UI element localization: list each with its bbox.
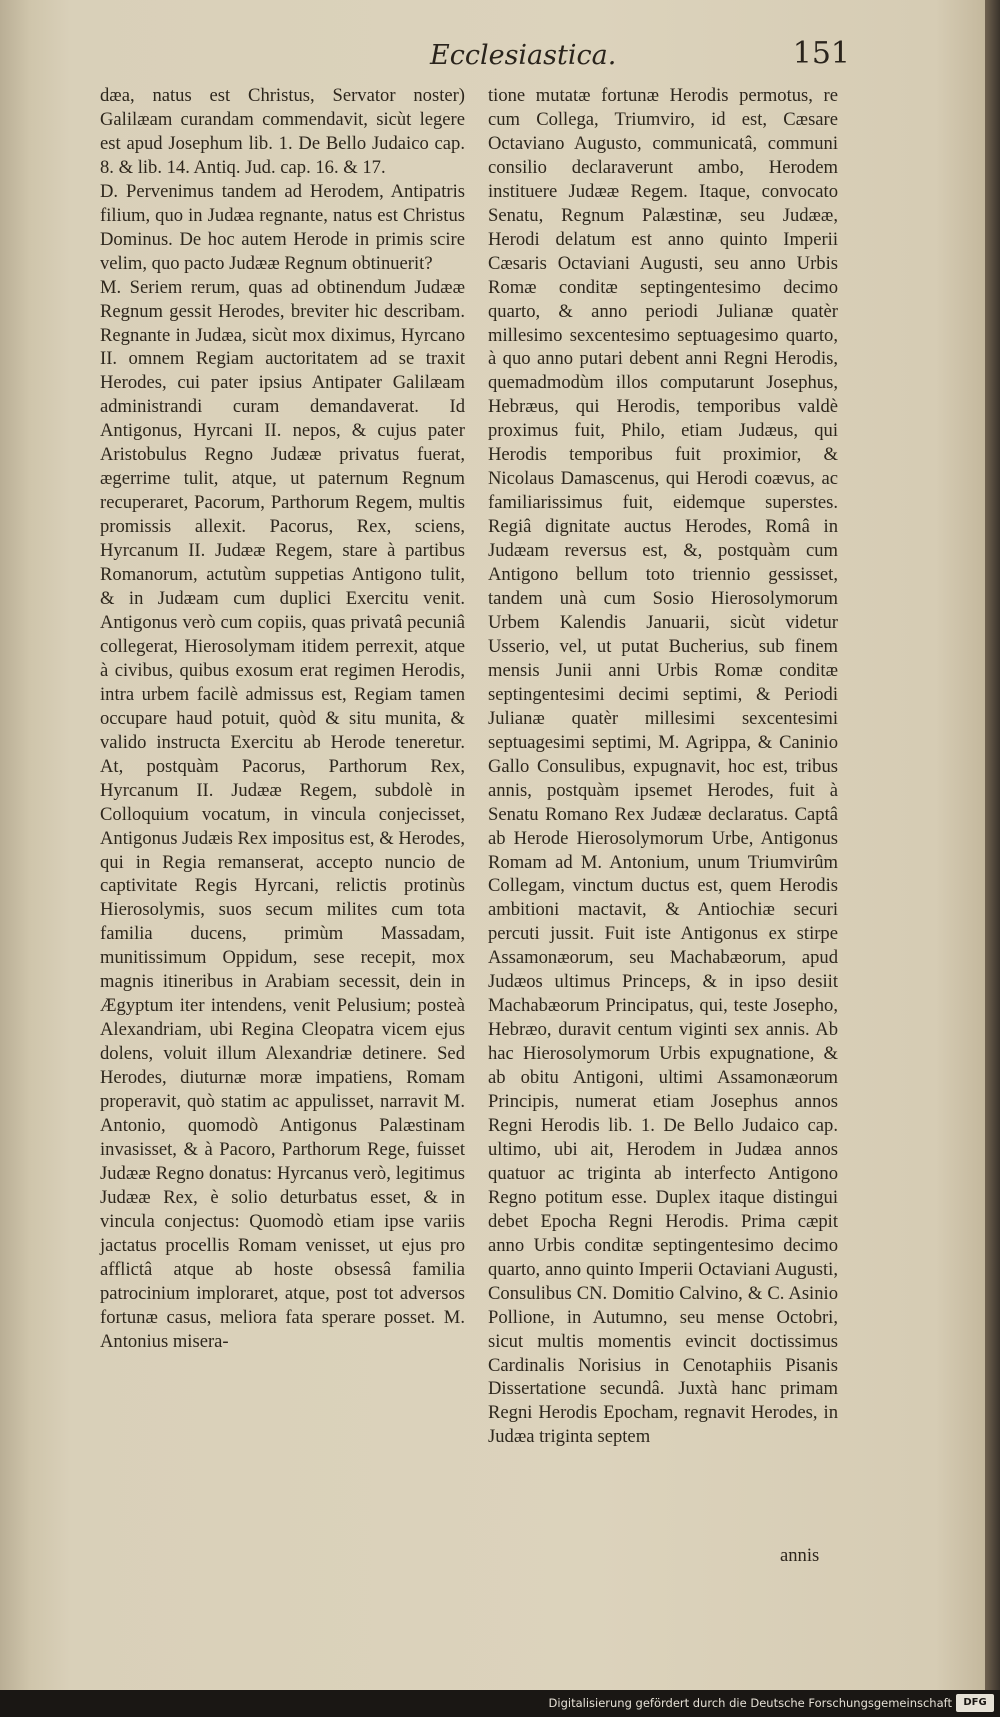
catchword: annis xyxy=(780,1545,820,1566)
left-column xyxy=(100,84,465,1354)
page-header xyxy=(430,36,850,80)
page-number: 151 xyxy=(792,36,850,71)
left-paragraph-1: dæa, natus est Christus, Servator noster) Galilæam curandam commendavit, sicùt legere est apud Josephum lib. 1. De Bello Judaico cap. 8. & lib. 14. Antiq. Jud. cap. 16. & 17. xyxy=(100,85,465,178)
running-title: Ecclesiastica. xyxy=(430,40,617,71)
dfg-logo-icon: DFG xyxy=(956,1694,994,1712)
page-edge xyxy=(985,0,1000,1717)
footer-bar xyxy=(0,1690,1000,1717)
left-paragraph-3: M. Seriem rerum, quas ad obtinendum Judææ Regnum gessit Herodes, breviter hic describam. Regnante in Judæa, sicùt mox diximus, Hyrcano II. omnem Regiam auctoritatem ad se traxit Herodes, cui pater ipsius Antipater Galilæam administrandi curam demandaverat. Id Antigonus, Hyrcani II. nepos, & cujus pater Aristobulus Regno Judææ privatus fuerat, ægerrime tulit, atque, ut paternum Regnum recuperaret, Pacorum, Parthorum Regem, multis promissis allexit. Pacorus, Rex, sciens, Hyrcanum II. Judææ Regem, stare à partibus Romanorum, actutùm suppetias Antigono tulit, & in Judæam cum duplici Exercitu venit. Antigonus verò cum copiis, quas privatâ pecuniâ collegerat, Hierosolymam itidem perrexit, atque à civibus, quibus exosum erat regimen Herodis, intra urbem facilè admissus est, Regiam tamen occupare haud potuit, quòd & situ munita, & valido instructa Exercitu ab Herode teneretur. At, postquàm Pacorus, Parthorum Rex, Hyrcanum II. Judææ Regem, subdolè in Colloquium vocatum, in vincula conjecisset, Antigonus Judæis Rex impositus est, & Herodes, qui in Regia remanserat, accepto nuncio de captivitate Regis Hyrcani, relictis protinùs Hierosolymis, suos secum milites cum tota familia ducens, primùm Massadam, munitissimum Oppidum, sese recepit, mox magnis itineribus in Arabiam secessit, dein in Ægyptum iter intendens, venit Pelusium; posteà Alexandriam, ubi Regina Cleopatra vicem ejus dolens, voluit illum Alexandriæ detinere. Sed Herodes, diuturnæ moræ impatiens, Romam properavit, quò statim ac appulisset, narravit M. Antonio, quomodò Antigonus Palæstinam invasisset, & à Pacoro, Parthorum Rege, fuisset Judææ Regno donatus: Hyrcanus verò, legitimus Judææ Rex, è solio deturbatus esset, & in vincula conjectus: Quomodò etiam ipse variis jactatus procellis Romam venisset, ut ejus pro afflictâ atque ab hoste obsessâ familia patrocinium imploraret, atque, post tot adversos fortunæ casus, meliora fata sperare posset. M. Antonius misera- xyxy=(100,276,465,1352)
footer-credit: Digitalisierung gefördert durch die Deutsche Forschungsgemeinschaft xyxy=(548,1696,952,1710)
left-paragraph-2: D. Pervenimus tandem ad Herodem, Antipatris filium, quo in Judæa regnante, natus est Christus Dominus. De hoc autem Herode in primis scire velim, quo pacto Judææ Regnum obtinuerit? xyxy=(100,180,465,274)
right-column xyxy=(488,84,838,1449)
right-paragraph-1: tione mutatæ fortunæ Herodis permotus, re cum Collega, Triumviro, id est, Cæsare Octaviano Augusto, communicatâ, communi consilio declaraverunt ambo, Herodem instituere Judææ Regem. Itaque, convocato Senatu, Regnum Palæstinæ, seu Judææ, Herodi delatum est anno quinto Imperii Cæsaris Octaviani Augusti, seu anno Urbis Romæ conditæ septingentesimo decimo quarto, & anno periodi Julianæ quatèr millesimo sexcentesimo septuagesimo quarto, à quo anno putari debent anni Regni Herodis, quemadmodùm illos computarunt Josephus, Hebræus, qui Herodis, temporibus valdè proximus fuit, Philo, etiam Judæus, qui Herodis temporibus fuit proximior, & Nicolaus Damascenus, qui Herodi coævus, ac familiarissimus fuit, eidemque superstes. Regiâ dignitate auctus Herodes, Româ in Judæam reversus est, &, postquàm cum Antigono bellum toto triennio gessisset, tandem unà cum Sosio Hierosolymorum Urbem Kalendis Januarii, sicùt videtur Usserio, vel, ut putat Bucherius, sub finem mensis Junii anni Urbis Romæ conditæ septingentesimi decimi septimi, & Periodi Julianæ quatèr millesimi sexcentesimi septuagesimi septimi, M. Agrippa, & Caninio Gallo Consulibus, expugnavit, hoc est, tribus annis, postquàm ipsemet Herodes, fuit à Senatu Romano Rex Judææ declaratus. Captâ ab Herode Hierosolymorum Urbe, Antigonus Romam ad M. Antonium, unum Triumvirûm Collegam, vinctum ductus est, quem Herodis ambitioni mactavit, & Antiochiæ securi percuti jussit. Fuit iste Antigonus ex stirpe Assamonæorum, seu Machabæorum, apud Judæos ultimus Princeps, & in ipso desiit Machabæorum Principatus, qui, teste Josepho, Hebræo, duravit centum viginti sex annis. Ab hac Hierosolymorum Urbis expugnatione, & ab obitu Antigoni, ultimi Assamonæorum Principis, numerat etiam Josephus annos Regni Herodis lib. 1. De Bello Judaico cap. ultimo, ubi ait, Herodem in Judæa annos quatuor ac triginta ab interfecto Antigono Regno potitum esse. Duplex itaque distingui debet Epocha Regni Herodis. Prima cæpit anno Urbis conditæ septingentesimo decimo quarto, anno quinto Imperii Octaviani Augusti, Consulibus CN. Domitio Calvino, & C. Asinio Pollione, in Autumno, seu mense Octobri, sicut multis momentis evincit doctissimus Cardinalis Norisius in Cenotaphiis Pisanis Dissertatione secundâ. Juxtà hanc primam Regni Herodis Epocham, regnavit Herodes, in Judæa triginta septem xyxy=(488,85,838,1448)
